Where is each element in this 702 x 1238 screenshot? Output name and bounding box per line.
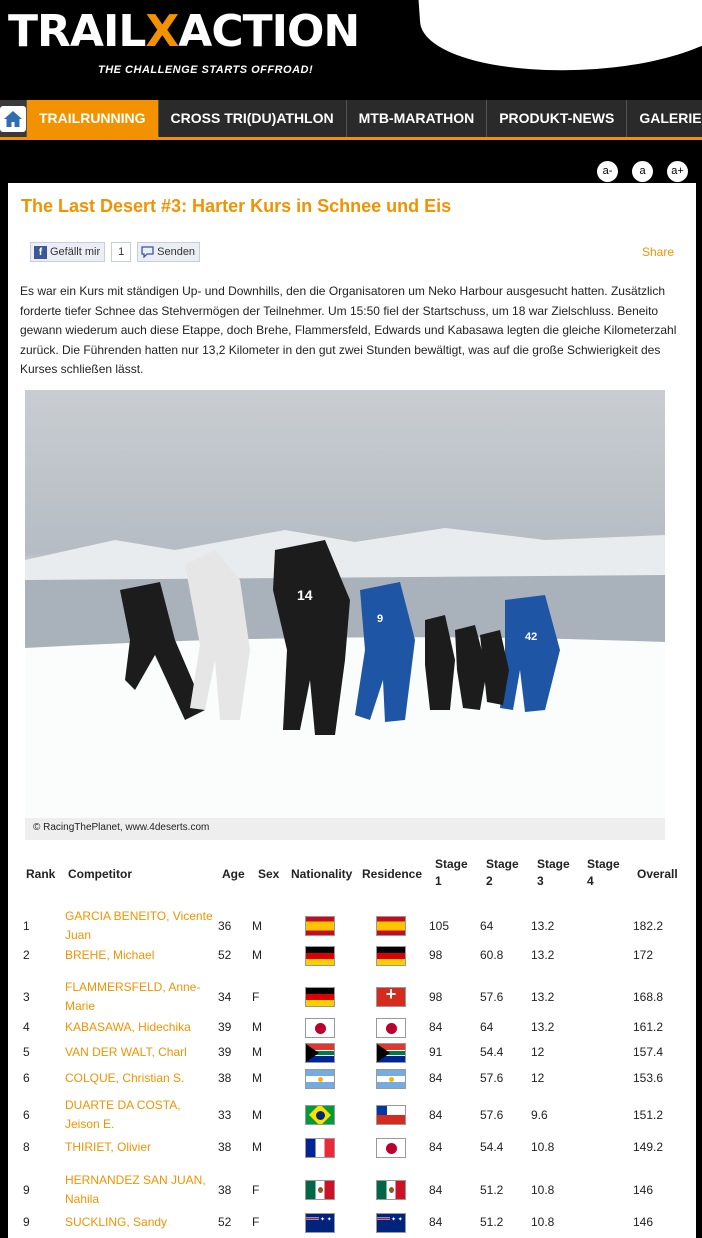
stage-3-cell: 13.2: [531, 918, 555, 933]
stage-3-cell: 12: [531, 1071, 545, 1085]
stage-1-cell: 98: [429, 948, 443, 962]
stage-1-cell: 91: [429, 1045, 443, 1059]
age-cell: 34: [218, 989, 232, 1004]
like-count: 1: [111, 242, 131, 262]
overall-cell: 153.6: [633, 1071, 664, 1085]
overall-cell: 146: [633, 1182, 654, 1197]
photo-bib-14: 14: [297, 587, 313, 603]
facebook-icon: f: [34, 246, 47, 259]
age-cell: 38: [218, 1140, 232, 1154]
competitor-link[interactable]: GARCIA BENEITO, Vicente Juan: [65, 909, 213, 942]
site-logo[interactable]: TRAILXACTION: [8, 6, 360, 57]
stage-3-cell: 9.6: [531, 1107, 548, 1122]
residence-flag-icon: [376, 916, 406, 936]
stage-1-cell: 84: [429, 1020, 443, 1034]
site-header: [0, 0, 702, 100]
sex-cell: M: [252, 1140, 262, 1154]
age-cell: 36: [218, 918, 232, 933]
age-cell: 38: [218, 1182, 232, 1197]
overall-cell: 151.2: [633, 1107, 664, 1122]
nationality-flag-icon: [305, 1069, 335, 1089]
header-competitor: Competitor: [68, 867, 132, 881]
stage-3-cell: 10.8: [531, 1140, 555, 1154]
table-row: [8, 1096, 696, 1134]
social-buttons: [30, 242, 200, 262]
nav-home-button[interactable]: [0, 100, 27, 137]
article-body: Es war ein Kurs mit ständigen Up- und Downhills, den die Organisatoren um Neko Harbour ausgesucht hatten. Zusätzlich forderte tiefer Schnee das Stehvermögen der Teilnehmer. Um 15:50 fiel der Startschuss, um 18 war Zielschluss. Beneito gewann wiederum auch diese Etappe, doch Brehe, Flammersfeld, Edwards und Kabasawa legten die gleiche Kilometerzahl zurück. Die Führenden hatten nur 13,2 Kilometer in den gut zwei Stunden bewältigt, was auf die große Schwierigkeit des Kurses schließen lässt.: [20, 284, 677, 377]
sex-cell: M: [252, 1071, 262, 1085]
nationality-flag-icon: [305, 1105, 335, 1125]
table-row: [8, 978, 696, 1016]
competitor-link[interactable]: KABASAWA, Hidechika: [65, 1020, 191, 1034]
stage-2-cell: 57.6: [480, 1071, 504, 1085]
nationality-flag-icon: [305, 916, 335, 936]
competitor-link[interactable]: DUARTE DA COSTA, Jeison E.: [65, 1098, 181, 1131]
header-decoration: [417, 0, 702, 81]
residence-flag-icon: [376, 987, 406, 1007]
site-tagline: THE CHALLENGE STARTS OFFROAD!: [98, 64, 314, 76]
stage-3-cell: 10.8: [531, 1215, 555, 1229]
residence-flag-icon: [376, 1018, 406, 1038]
residence-flag-icon: [376, 1213, 406, 1233]
stage-2-cell: 51.2: [480, 1182, 504, 1197]
age-cell: 52: [218, 1215, 232, 1229]
stage-2-cell: 64: [480, 1020, 494, 1034]
main-navigation: [0, 100, 702, 140]
stage-2-cell: 64: [480, 918, 494, 933]
stage-3-cell: 10.8: [531, 1182, 555, 1197]
header-stage-3: Stage 3: [537, 857, 570, 888]
article-photo: [25, 390, 665, 840]
competitor-link[interactable]: HERNANDEZ SAN JUAN, Nahila: [65, 1173, 206, 1206]
overall-cell: 168.8: [633, 989, 664, 1004]
sex-cell: F: [252, 989, 260, 1004]
stage-1-cell: 84: [429, 1182, 443, 1197]
header-stage-4: Stage 4: [587, 857, 620, 888]
nationality-flag-icon: [305, 1043, 335, 1063]
rank-cell: 9: [23, 1182, 30, 1197]
residence-flag-icon: [376, 1043, 406, 1063]
table-row: [8, 1171, 696, 1209]
race-photo-illustration: [25, 390, 665, 818]
header-rank: Rank: [26, 867, 56, 881]
sex-cell: M: [252, 1107, 262, 1122]
rank-cell: 8: [23, 1140, 30, 1154]
residence-flag-icon: [376, 1138, 406, 1158]
stage-2-cell: 54.4: [480, 1140, 504, 1154]
header-overall: Overall: [637, 867, 678, 881]
stage-3-cell: 12: [531, 1045, 545, 1059]
header-sex: Sex: [258, 867, 280, 881]
rank-cell: 3: [23, 989, 30, 1004]
photo-bib-42: 42: [525, 631, 538, 643]
rank-cell: 4: [23, 1020, 30, 1034]
overall-cell: 149.2: [633, 1140, 664, 1154]
sex-cell: M: [252, 948, 262, 962]
send-icon: [141, 246, 154, 258]
residence-flag-icon: [376, 1105, 406, 1125]
residence-flag-icon: [376, 1180, 406, 1200]
competitor-link[interactable]: COLQUE, Christian S.: [65, 1071, 185, 1085]
table-row: [8, 907, 696, 945]
nationality-flag-icon: [305, 1018, 335, 1038]
facebook-send-button[interactable]: Senden: [137, 242, 200, 262]
stage-1-cell: 84: [429, 1215, 443, 1229]
header-stage-1: Stage 1: [435, 857, 468, 888]
age-cell: 39: [218, 1020, 232, 1034]
overall-cell: 172: [633, 948, 654, 962]
nationality-flag-icon: [305, 1180, 335, 1200]
stage-3-cell: 13.2: [531, 948, 555, 962]
sex-cell: M: [252, 918, 262, 933]
overall-cell: 146: [633, 1215, 654, 1229]
age-cell: 39: [218, 1045, 232, 1059]
rank-cell: 6: [23, 1071, 30, 1085]
stage-2-cell: 60.8: [480, 948, 504, 962]
table-row: [8, 1043, 696, 1062]
stage-2-cell: 51.2: [480, 1215, 504, 1229]
age-cell: 33: [218, 1107, 232, 1122]
nationality-flag-icon: [305, 987, 335, 1007]
sex-cell: M: [252, 1020, 262, 1034]
stage-2-cell: 54.4: [480, 1045, 504, 1059]
residence-flag-icon: [376, 1069, 406, 1089]
nav-item-produkt-news[interactable]: PRODUKT-NEWS: [487, 100, 627, 137]
overall-cell: 182.2: [633, 918, 664, 933]
font-decrease-button[interactable]: a-: [597, 161, 618, 182]
rank-cell: 2: [23, 948, 30, 962]
header-residence: Residence: [362, 867, 423, 881]
article-container: [8, 183, 696, 1238]
rank-cell: 5: [23, 1045, 30, 1059]
competitor-link[interactable]: SUCKLING, Sandy: [65, 1215, 168, 1229]
race-photo: [25, 390, 665, 818]
overall-cell: 157.4: [633, 1045, 664, 1059]
stage-2-cell: 57.6: [480, 989, 504, 1004]
stage-3-cell: 13.2: [531, 1020, 555, 1034]
stage-3-cell: 13.2: [531, 989, 555, 1004]
nationality-flag-icon: [305, 1213, 335, 1233]
age-cell: 52: [218, 948, 232, 962]
residence-flag-icon: [376, 946, 406, 966]
stage-1-cell: 84: [429, 1107, 443, 1122]
nationality-flag-icon: [305, 1138, 335, 1158]
nav-item-mtb-marathon[interactable]: MTB-MARATHON: [347, 100, 488, 137]
rank-cell: 6: [23, 1107, 30, 1122]
overall-cell: 161.2: [633, 1020, 664, 1034]
age-cell: 38: [218, 1071, 232, 1085]
stage-1-cell: 105: [429, 918, 450, 933]
font-size-tools: [597, 161, 688, 182]
table-row: [8, 1069, 696, 1088]
facebook-like-button[interactable]: f Gefällt mir: [30, 242, 105, 262]
font-increase-button[interactable]: a+: [667, 161, 688, 182]
share-link[interactable]: Share: [641, 245, 674, 259]
article-title: The Last Desert #3: Harter Kurs in Schnee und Eis: [21, 196, 452, 216]
stage-1-cell: 98: [429, 989, 443, 1004]
font-normal-button[interactable]: a: [632, 161, 653, 182]
home-icon: [3, 110, 23, 128]
photo-credit: © RacingThePlanet, www.4deserts.com: [33, 822, 210, 833]
header-stage-2: Stage 2: [486, 857, 519, 888]
table-row: [8, 1138, 696, 1157]
competitor-link[interactable]: FLAMMERSFELD, Anne-Marie: [65, 980, 201, 1013]
sex-cell: M: [252, 1045, 262, 1059]
stage-1-cell: 84: [429, 1071, 443, 1085]
sex-cell: F: [252, 1182, 260, 1197]
competitor-link[interactable]: VAN DER WALT, Charl: [65, 1045, 187, 1059]
table-row: [8, 946, 696, 965]
table-row: [8, 1213, 696, 1232]
rank-cell: 9: [23, 1215, 30, 1229]
header-nationality: Nationality: [291, 867, 353, 881]
table-row: [8, 1018, 696, 1037]
competitor-link[interactable]: BREHE, Michael: [65, 948, 155, 962]
stage-1-cell: 84: [429, 1140, 443, 1154]
competitor-link[interactable]: THIRIET, Olivier: [65, 1140, 152, 1154]
photo-bib-9: 9: [377, 613, 384, 625]
stage-2-cell: 57.6: [480, 1107, 504, 1122]
sex-cell: F: [252, 1215, 260, 1229]
rank-cell: 1: [23, 918, 30, 933]
nationality-flag-icon: [305, 946, 335, 966]
nav-item-cross-triathlon[interactable]: CROSS TRI(DU)ATHLON: [159, 100, 347, 137]
header-age: Age: [222, 867, 245, 881]
nav-item-galerie[interactable]: GALERIE: [627, 100, 702, 137]
nav-item-trailrunning[interactable]: TRAILRUNNING: [27, 100, 159, 137]
